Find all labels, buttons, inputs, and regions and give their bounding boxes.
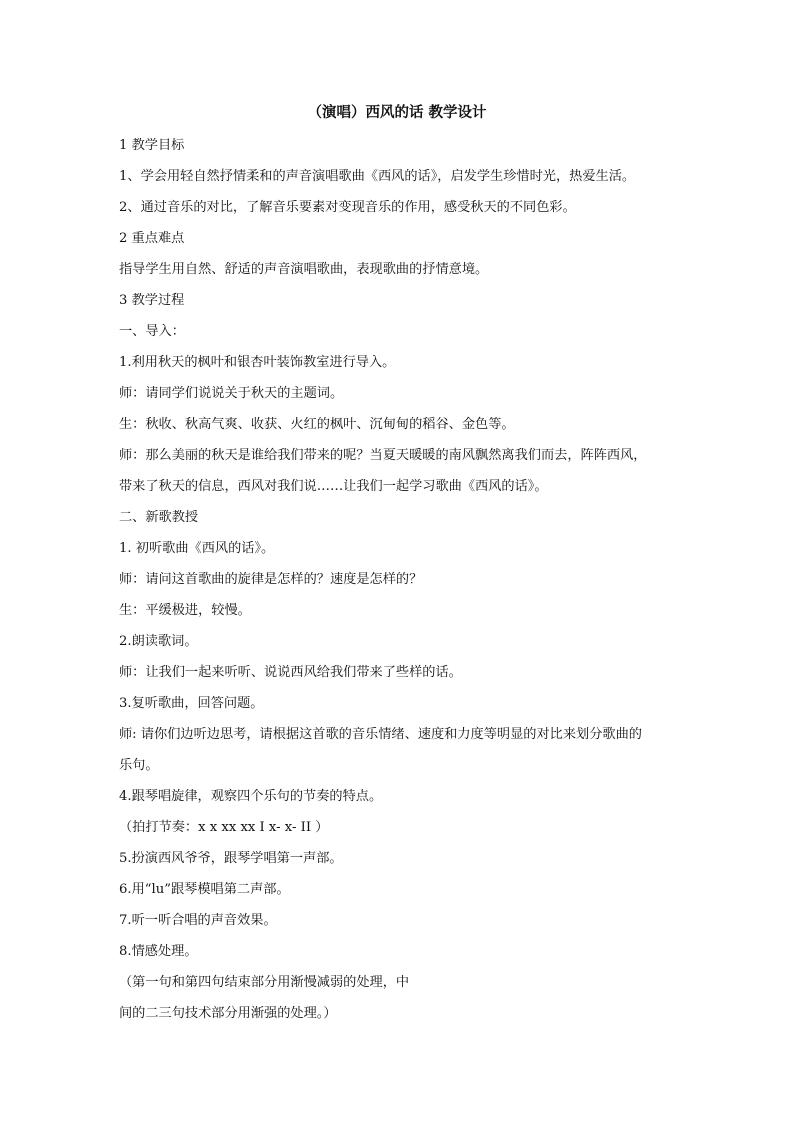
paragraph: 指导学生用自然、舒适的声音演唱歌曲，表现歌曲的抒情意境。 <box>119 262 489 277</box>
paragraph: 乐句。 <box>119 758 159 773</box>
paragraph: 8.情感处理。 <box>119 944 198 959</box>
paragraph: （第一句和第四句结束部分用渐慢减弱的处理，中 <box>119 975 410 990</box>
paragraph: 师：请同学们说说关于秋天的主题词。 <box>119 386 344 401</box>
paragraph: 1. 初听歌曲《西风的话》。 <box>119 541 275 556</box>
paragraph: 师：请问这首歌曲的旋律是怎样的？速度是怎样的？ <box>119 572 423 587</box>
section-heading-key-points: 2 重点难点 <box>119 231 185 246</box>
document-body <box>119 130 679 1029</box>
document-title: （演唱）西风的话 教学设计 <box>307 104 487 121</box>
paragraph: （拍打节奏：x x xx xx I x- x- II ） <box>119 820 329 835</box>
paragraph: 1、学会用轻自然抒情柔和的声音演唱歌曲《西风的话》，启发学生珍惜时光，热爱生活。 <box>119 169 636 184</box>
paragraph: 5.扮演西风爷爷，跟琴学唱第一声部。 <box>119 851 343 866</box>
paragraph: 间的二三句技术部分用渐强的处理。） <box>119 1006 337 1021</box>
paragraph: 生：秋收、秋高气爽、收获、火红的枫叶、沉甸甸的稻谷、金色等。 <box>119 417 515 432</box>
paragraph: 1.利用秋天的枫叶和银杏叶装饰教室进行导入。 <box>119 355 396 370</box>
paragraph: 2.朗读歌词。 <box>119 634 198 649</box>
paragraph: 师: 请你们边听边思考，请根据这首歌的音乐情绪、速度和力度等明显的对比来划分歌曲的 <box>119 727 642 742</box>
paragraph: 2、通过音乐的对比，了解音乐要素对变现音乐的作用，感受秋天的不同色彩。 <box>119 200 576 215</box>
section-heading-process: 3 教学过程 <box>119 293 185 308</box>
subheading-intro: 一、导入： <box>119 324 185 339</box>
paragraph: 6.用“lu”跟琴模唱第二声部。 <box>119 882 290 897</box>
paragraph: 7.听一听合唱的声音效果。 <box>119 913 277 928</box>
paragraph: 师：那么美丽的秋天是谁给我们带来的呢？当夏天暖暖的南风飘然离我们而去，阵阵西风， <box>119 448 647 463</box>
paragraph: 4.跟琴唱旋律，观察四个乐句的节奏的特点。 <box>119 789 383 804</box>
paragraph: 师：让我们一起来听听、说说西风给我们带来了些样的话。 <box>119 665 462 680</box>
subheading-new-song: 二、新歌教授 <box>119 510 199 525</box>
paragraph: 3.复听歌曲，回答问题。 <box>119 696 264 711</box>
section-heading-objectives: 1 教学目标 <box>119 138 185 153</box>
paragraph: 带来了秋天的信息，西风对我们说……让我们一起学习歌曲《西风的话》。 <box>119 479 548 494</box>
paragraph: 生：平缓极进，较慢。 <box>119 603 251 618</box>
